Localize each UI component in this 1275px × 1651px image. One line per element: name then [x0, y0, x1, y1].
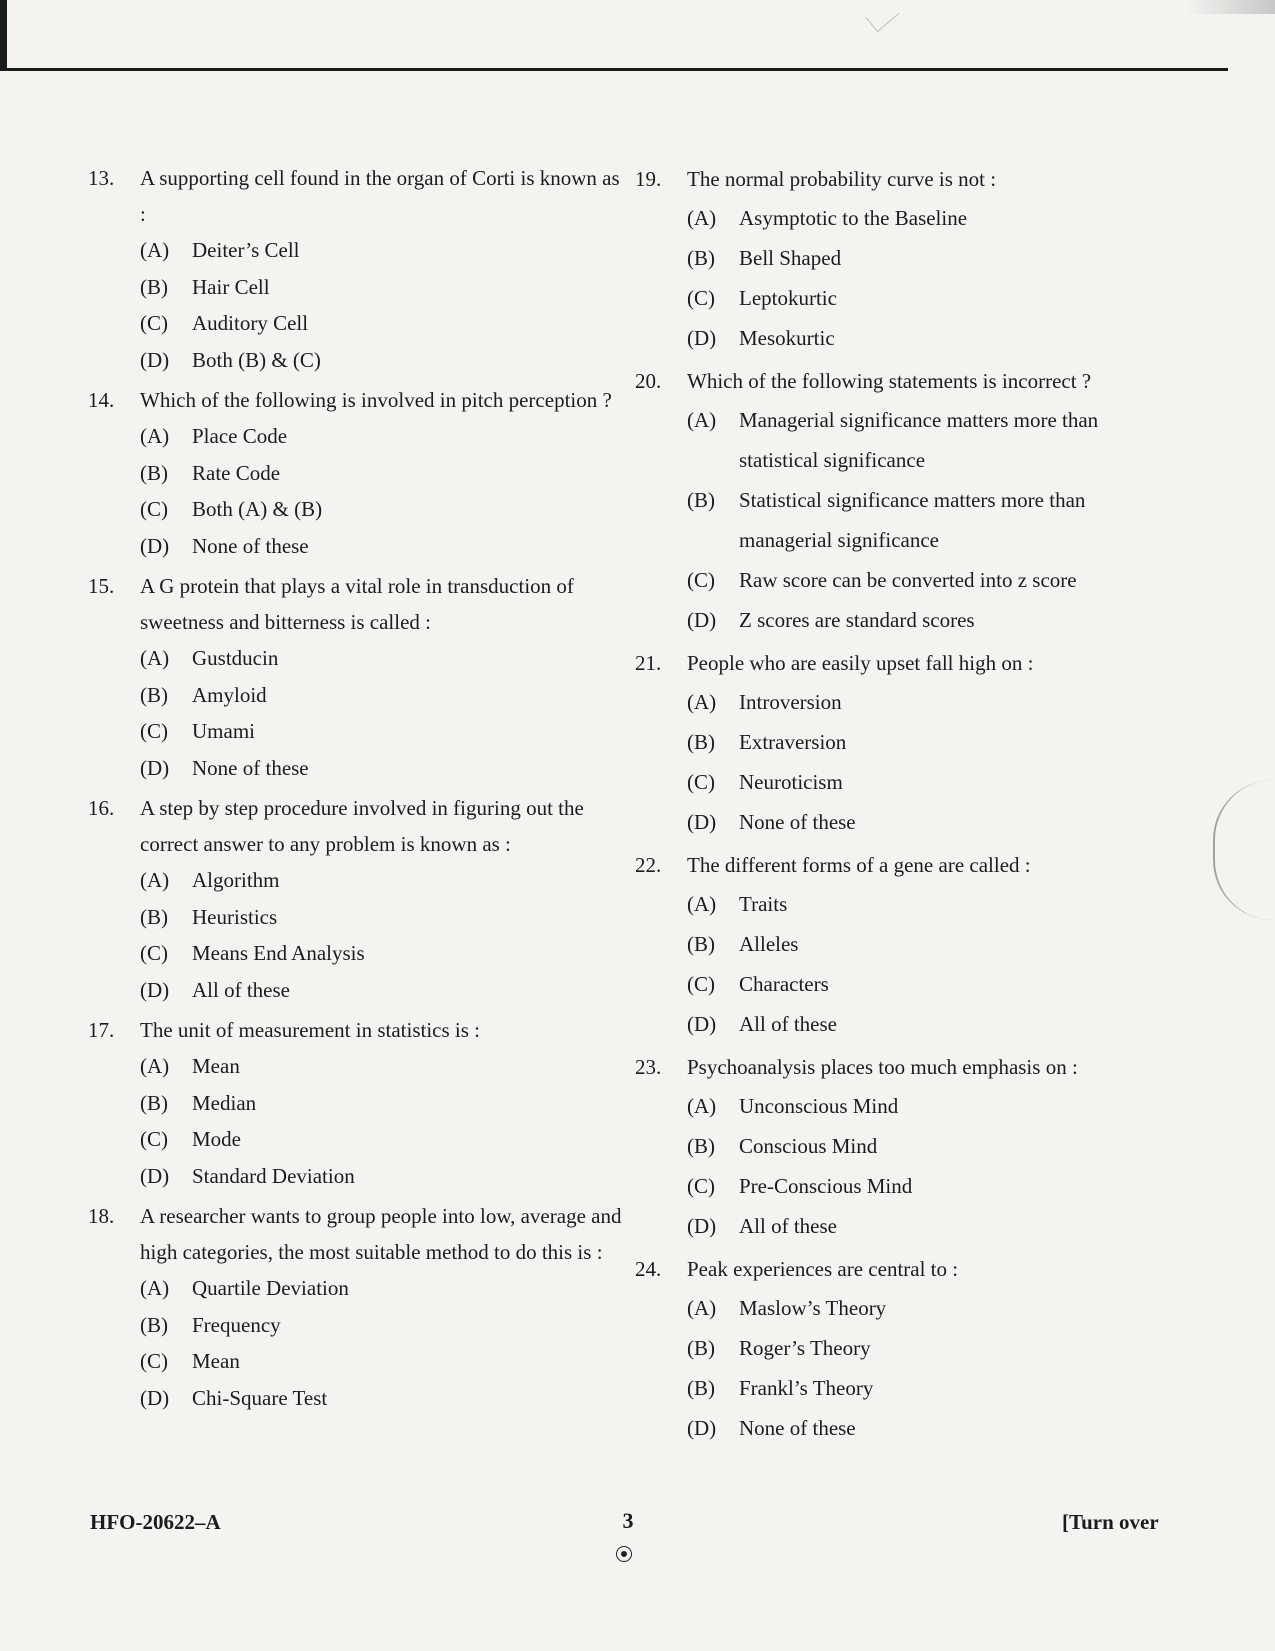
option-label: (B) [140, 682, 168, 707]
question-text: Which of the following statements is incorrect ? [687, 369, 1092, 393]
option-label: (B) [140, 1312, 168, 1337]
option-d[interactable] [687, 802, 1175, 842]
option-a[interactable] [140, 418, 628, 455]
option-label: (D) [687, 326, 717, 350]
option-text: Algorithm [192, 868, 280, 892]
option-text: Pre-Conscious Mind [739, 1174, 913, 1198]
option-d[interactable] [687, 1004, 1175, 1044]
option-text: Auditory Cell [192, 311, 309, 335]
question-19 [635, 160, 1175, 358]
page-number: 3 [622, 1508, 634, 1533]
option-label: (B) [687, 1376, 715, 1400]
option-label: (B) [140, 904, 168, 929]
option-c[interactable] [140, 491, 628, 528]
option-a[interactable] [687, 682, 1175, 722]
option-text: None of these [192, 533, 309, 558]
option-text: Frequency [192, 1312, 281, 1337]
option-label: (B) [687, 1336, 715, 1360]
option-label: (D) [687, 1012, 717, 1036]
pen-tick-mark [865, 0, 899, 32]
option-text: Mesokurtic [739, 326, 835, 350]
option-text: Conscious Mind [739, 1134, 878, 1158]
option-label: (B) [140, 274, 168, 299]
option-d[interactable] [687, 600, 1175, 640]
option-text: Unconscious Mind [739, 1094, 899, 1118]
option-a[interactable] [140, 1270, 628, 1307]
option-text: Quartile Deviation [192, 1276, 349, 1300]
question-number: 15. [88, 574, 115, 598]
option-label: (C) [687, 770, 715, 794]
option-b[interactable] [687, 924, 1175, 964]
right-column [635, 160, 1175, 1452]
question-number: 19. [635, 167, 662, 191]
question-number: 20. [635, 369, 662, 393]
option-c[interactable] [687, 278, 1175, 318]
option-text: Bell Shaped [739, 246, 842, 270]
option-label: (A) [687, 690, 717, 714]
option-c[interactable] [140, 305, 628, 342]
option-d[interactable] [687, 1206, 1175, 1246]
option-text: Raw score can be converted into z score [739, 568, 1077, 592]
option-label: (A) [687, 1296, 717, 1320]
option-text: Statistical significance matters more than managerial significance [739, 488, 1086, 552]
paper-code: HFO-20622–A [90, 1510, 221, 1534]
question-number: 24. [635, 1257, 662, 1281]
option-c[interactable] [687, 964, 1175, 1004]
option-text: Asymptotic to the Baseline [739, 206, 968, 230]
option-label: (A) [687, 206, 717, 230]
option-label: (C) [140, 497, 168, 521]
option-b[interactable] [140, 899, 628, 936]
option-label: (D) [687, 608, 717, 632]
scan-artifact [1185, 0, 1275, 14]
option-text: Alleles [739, 932, 799, 956]
question-text: A step by step procedure involved in figuring out the correct answer to any problem is known as : [140, 796, 584, 856]
option-label: (B) [687, 246, 715, 270]
question-number: 13. [88, 166, 115, 190]
option-text: Hair Cell [192, 274, 270, 299]
option-label: (C) [687, 568, 715, 592]
option-text: None of these [739, 810, 856, 834]
option-label: (C) [140, 1127, 168, 1151]
option-d[interactable] [140, 972, 628, 1009]
option-text: Managerial significance matters more than statistical significance [739, 408, 1099, 472]
option-label: (D) [140, 533, 170, 558]
option-label: (B) [687, 488, 715, 512]
question-number: 17. [88, 1018, 115, 1042]
option-label: (A) [687, 892, 717, 916]
option-c[interactable] [140, 713, 628, 750]
question-number: 21. [635, 651, 662, 675]
option-b[interactable] [687, 238, 1175, 278]
option-a[interactable] [140, 862, 628, 899]
question-18 [88, 1198, 628, 1416]
option-label: (D) [140, 1385, 170, 1410]
question-text: Psychoanalysis places too much emphasis on : [687, 1055, 1078, 1079]
option-text: Both (B) & (C) [192, 347, 321, 372]
option-d[interactable] [140, 528, 628, 565]
option-text: None of these [192, 755, 309, 780]
option-b[interactable] [687, 480, 1175, 560]
option-text: Z scores are standard scores [739, 608, 975, 632]
option-label: (D) [687, 1214, 717, 1238]
question-text: The unit of measurement in statistics is : [140, 1018, 481, 1042]
option-text: Umami [192, 719, 255, 743]
option-b[interactable] [140, 269, 628, 306]
header-rule [0, 68, 1228, 71]
option-text: Leptokurtic [739, 286, 837, 310]
option-label: (C) [140, 941, 168, 965]
option-a[interactable] [687, 884, 1175, 924]
option-a[interactable] [140, 1048, 628, 1085]
option-c[interactable] [687, 1166, 1175, 1206]
option-label: (B) [687, 1134, 715, 1158]
option-text: Mean [192, 1054, 240, 1078]
option-b[interactable] [687, 722, 1175, 762]
option-a[interactable] [687, 198, 1175, 238]
option-text: Gustducin [192, 646, 279, 670]
option-label: (B) [140, 460, 168, 485]
option-text: Extraversion [739, 730, 847, 754]
option-c[interactable] [687, 762, 1175, 802]
option-text: Amyloid [192, 682, 267, 707]
option-text: Mode [192, 1127, 241, 1151]
question-20 [635, 362, 1175, 640]
option-a[interactable] [140, 232, 628, 269]
option-d[interactable] [140, 1158, 628, 1195]
option-label: (A) [140, 868, 170, 892]
option-label: (C) [687, 1174, 715, 1198]
option-text: Introversion [739, 690, 842, 714]
option-a[interactable] [687, 400, 1175, 480]
option-text: Heuristics [192, 904, 278, 929]
question-15 [88, 568, 628, 786]
question-14 [88, 382, 628, 564]
question-text: A G protein that plays a vital role in transduction of sweetness and bitterness is called : [140, 574, 574, 634]
option-d[interactable] [140, 750, 628, 787]
option-label: (C) [140, 311, 168, 335]
option-text: All of these [192, 977, 290, 1002]
question-text: A researcher wants to group people into low, average and high categories, the most suitable method to do this is : [140, 1204, 622, 1264]
option-b[interactable] [687, 1126, 1175, 1166]
option-text: Standard Deviation [192, 1163, 355, 1188]
left-column [88, 160, 628, 1420]
option-label: (D) [687, 810, 717, 834]
option-label: (A) [687, 408, 717, 432]
option-text: Frankl’s Theory [739, 1376, 874, 1400]
option-a[interactable] [687, 1288, 1175, 1328]
option-label: (A) [140, 424, 170, 448]
scan-artifact [1213, 780, 1275, 920]
option-d[interactable] [687, 318, 1175, 358]
question-number: 14. [88, 388, 115, 412]
option-label: (C) [140, 719, 168, 743]
option-d[interactable] [140, 342, 628, 379]
question-number: 18. [88, 1204, 115, 1228]
option-label: (C) [140, 1349, 168, 1373]
option-label: (D) [140, 755, 170, 780]
option-text: Place Code [192, 424, 288, 448]
option-label: (A) [140, 646, 170, 670]
option-label: (A) [140, 1054, 170, 1078]
option-label: (B) [687, 932, 715, 956]
option-c[interactable] [687, 1368, 1175, 1408]
option-c[interactable] [687, 560, 1175, 600]
option-a[interactable] [687, 1086, 1175, 1126]
option-text: Chi-Square Test [192, 1385, 328, 1410]
option-d[interactable] [687, 1408, 1175, 1448]
option-label: (D) [140, 347, 170, 372]
option-b[interactable] [140, 455, 628, 492]
question-23 [635, 1048, 1175, 1246]
question-number: 23. [635, 1055, 662, 1079]
option-text: Both (A) & (B) [192, 497, 323, 521]
question-number: 16. [88, 796, 115, 820]
question-text: The normal probability curve is not : [687, 167, 997, 191]
option-text: Neuroticism [739, 770, 843, 794]
option-c[interactable] [140, 1121, 628, 1158]
option-label: (D) [140, 1163, 170, 1188]
option-c[interactable] [140, 935, 628, 972]
option-text: All of these [739, 1012, 837, 1036]
question-17 [88, 1012, 628, 1194]
option-text: Roger’s Theory [739, 1336, 871, 1360]
question-21 [635, 644, 1175, 842]
question-text: People who are easily upset fall high on : [687, 651, 1034, 675]
question-24 [635, 1250, 1175, 1448]
option-text: Means End Analysis [192, 941, 365, 965]
option-text: Mean [192, 1349, 240, 1373]
question-22 [635, 846, 1175, 1044]
option-label: (A) [140, 1276, 170, 1300]
option-label: (D) [140, 977, 170, 1002]
option-text: All of these [739, 1214, 837, 1238]
question-text: Peak experiences are central to : [687, 1257, 959, 1281]
option-d[interactable] [140, 1380, 628, 1417]
option-label: (A) [687, 1094, 717, 1118]
question-16 [88, 790, 628, 1008]
option-a[interactable] [140, 640, 628, 677]
question-text: Which of the following is involved in pitch perception ? [140, 388, 612, 412]
option-label: (D) [687, 1416, 717, 1440]
option-text: Median [192, 1090, 257, 1115]
option-text: Traits [739, 892, 788, 916]
option-text: Maslow’s Theory [739, 1296, 887, 1320]
option-b[interactable] [140, 1307, 628, 1344]
option-text: Deiter’s Cell [192, 238, 300, 262]
option-b[interactable] [687, 1328, 1175, 1368]
option-c[interactable] [140, 1343, 628, 1380]
question-text: A supporting cell found in the organ of Corti is known as : [140, 166, 620, 226]
turn-over-note: [Turn over [1062, 1510, 1159, 1534]
option-b[interactable] [140, 1085, 628, 1122]
option-label: (C) [687, 972, 715, 996]
option-label: (B) [140, 1090, 168, 1115]
option-label: (B) [687, 730, 715, 754]
option-b[interactable] [140, 677, 628, 714]
target-circle-icon [616, 1546, 632, 1562]
question-text: The different forms of a gene are called : [687, 853, 1031, 877]
option-text: Rate Code [192, 460, 281, 485]
question-number: 22. [635, 853, 662, 877]
option-label: (C) [687, 286, 715, 310]
option-label: (A) [140, 238, 170, 262]
option-text: None of these [739, 1416, 856, 1440]
option-text: Characters [739, 972, 829, 996]
question-13 [88, 160, 628, 378]
scan-border [0, 0, 7, 70]
